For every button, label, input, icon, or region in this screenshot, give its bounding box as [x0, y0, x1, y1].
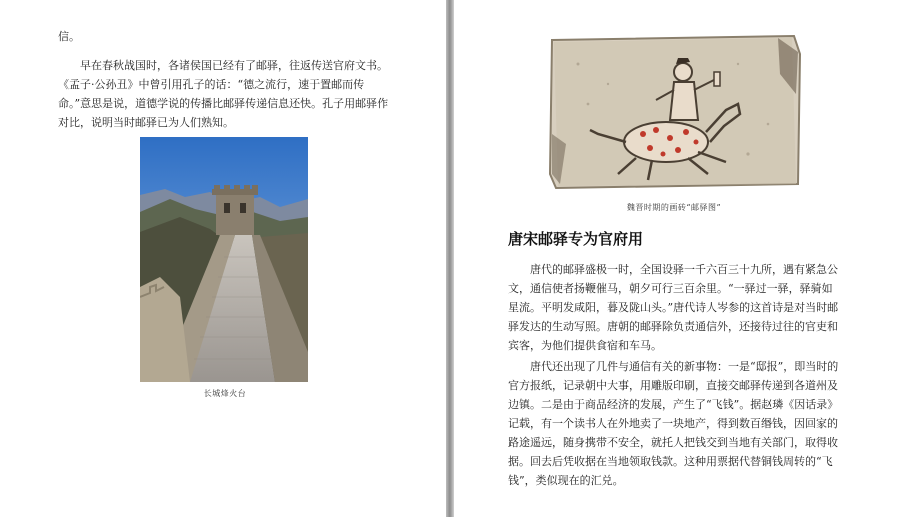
- book-gutter: [446, 0, 454, 517]
- right-figure-caption: 魏晋时期的画砖“邮驿图”: [626, 203, 722, 212]
- courier-painting-image: [548, 34, 802, 190]
- left-page: [0, 0, 446, 517]
- great-wall-photo: [140, 137, 308, 382]
- left-top-line: 信。: [58, 30, 80, 43]
- brick-painting-photo: [548, 34, 802, 190]
- left-paragraph: 早在春秋战国时，各诸侯国已经有了邮驿，往返传送官府文书。《孟子·公孙丑》中曾引用孔子的话：“德之流行，速于置邮而传命。”意思是说，道德学说的传播比邮驿传递信息还快。孔子用邮驿作对比，说明当时邮驿已为人们熟知。: [58, 59, 389, 129]
- section-title: 唐宋邮驿专为官府用: [508, 230, 644, 248]
- great-wall-image: [140, 137, 308, 382]
- left-figure-caption: 长城烽火台: [203, 389, 247, 398]
- right-paragraph-1: 唐代的邮驿盛极一时，全国设驿一千六百三十九所，遇有紧急公文，通信使者扬鞭催马，朝夕可行三百余里。“一驿过一驿，驿骑如星流。平明发咸阳，暮及陇山头。”唐代诗人岑参的这首诗是对当时邮驿发达的生动写照。唐朝的邮驿除负责通信外，还接待过往的官吏和宾客，为他们提供食宿和车马。: [508, 263, 839, 352]
- right-page: [454, 0, 900, 517]
- right-paragraph-2: 唐代还出现了几件与通信有关的新事物：一是“邸报”，即当时的官方报纸，记录朝中大事，用雕版印刷，直接交邮驿传递到各道州及边镇。二是由于商品经济的发展，产生了“飞钱”。据赵璘《因话录》记载，有一个读书人在外地卖了一块地产，得到数百缗钱，因回家的路途遥远，随身携带不安全，就托人把钱交到当地有关部门，取得收据。回去后凭收据在当地领取钱款。这种用票据代替铜钱周转的“飞钱”，类似现在的汇兑。: [508, 360, 839, 487]
